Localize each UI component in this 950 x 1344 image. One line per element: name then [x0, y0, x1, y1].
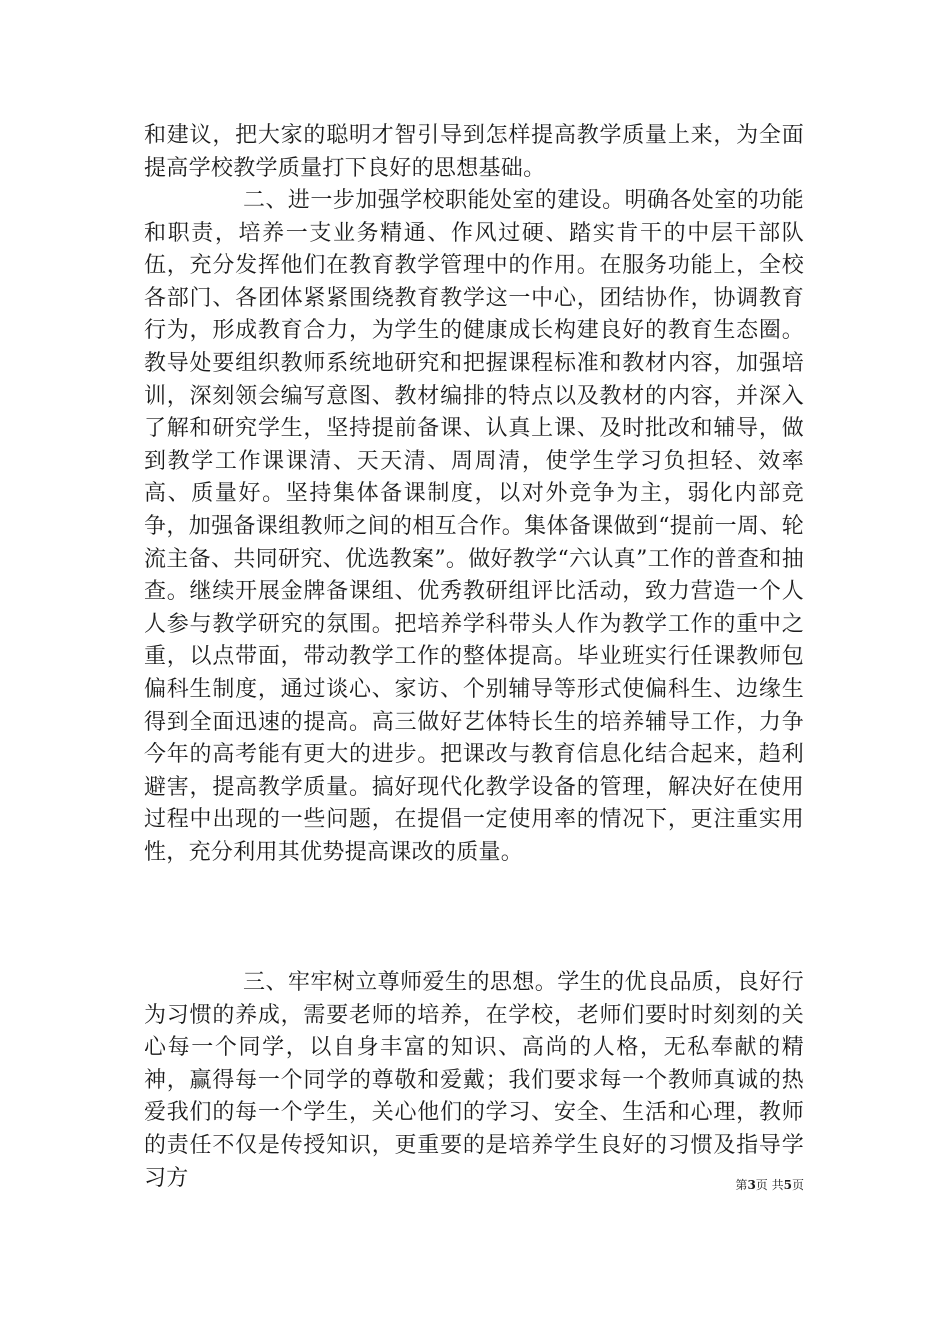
paragraph-3: 三、牢牢树立尊师爱生的思想。学生的优良品质，良好行为习惯的养成，需要老师的培养，在学校，老师们要时时刻刻的关心每一个同学，以自身丰富的知识、高尚的人格，无私奉献的精神，赢得每一个同学的尊敬和爱戴；我们要求每一个教师真诚的热爱我们的每一个学生，关心他们的学习、安全、生活和心理，教师的责任不仅是传授知识，更重要的是培养学生良好的习惯及指导学习方	[144, 970, 804, 1191]
body-text	[144, 120, 804, 185]
page-footer	[735, 1176, 804, 1193]
footer-suffix: 页	[791, 1178, 804, 1192]
total-page-number: 5	[783, 1178, 792, 1192]
current-page-number: 3	[747, 1178, 756, 1192]
footer-prefix: 第	[735, 1178, 748, 1192]
paragraph-1: 和建议，把大家的聪明才智引导到怎样提高教学质量上来，为全面提高学校教学质量打下良好的思想基础。	[144, 123, 804, 181]
paragraph-2: 二、进一步加强学校职能处室的建设。明确各处室的功能和职责，培养一支业务精通、作风过硬、踏实肯干的中层干部队伍，充分发挥他们在教育教学管理中的作用。在服务功能上，全校各部门、各团体紧紧围绕教育教学这一中心，团结协作，协调教育行为，形成教育合力，为学生的健康成长构建良好的教育生态圈。教导处要组织教师系统地研究和把握课程标准和教材内容，加强培训，深刻领会编写意图、教材编排的特点以及教材的内容，并深入了解和研究学生，坚持提前备课、认真上课、及时批改和辅导，做到教学工作课课清、天天清、周周清，使学生学习负担轻、效率高、质量好。坚持集体备课制度，以对外竞争为主，弱化内部竞争，加强备课组教师之间的相互合作。集体备课做到“提前一周、轮流主备、共同研究、优选教案”。做好教学“六认真”工作的普查和抽查。继续开展金牌备课组、优秀教研组评比活动，致力营造一个人人参与教学研究的氛围。把培养学科带头人作为教学工作的重中之重，以点带面，带动教学工作的整体提高。毕业班实行任课教师包偏科生制度，通过谈心、家访、个别辅导等形式使偏科生、边缘生得到全面迅速的提高。高三做好艺体特长生的培养辅导工作，力争今年的高考能有更大的进步。把课改与教育信息化结合起来，趋利避害，提高教学质量。搞好现代化教学设备的管理，解决好在使用过程中出现的一些问题，在提倡一定使用率的情况下，更注重实用性，充分利用其优势提高课改的质量。	[144, 188, 804, 865]
body-text-section-2	[144, 185, 804, 869]
footer-middle: 页 共	[755, 1178, 784, 1192]
body-text-section-3	[144, 967, 804, 1195]
